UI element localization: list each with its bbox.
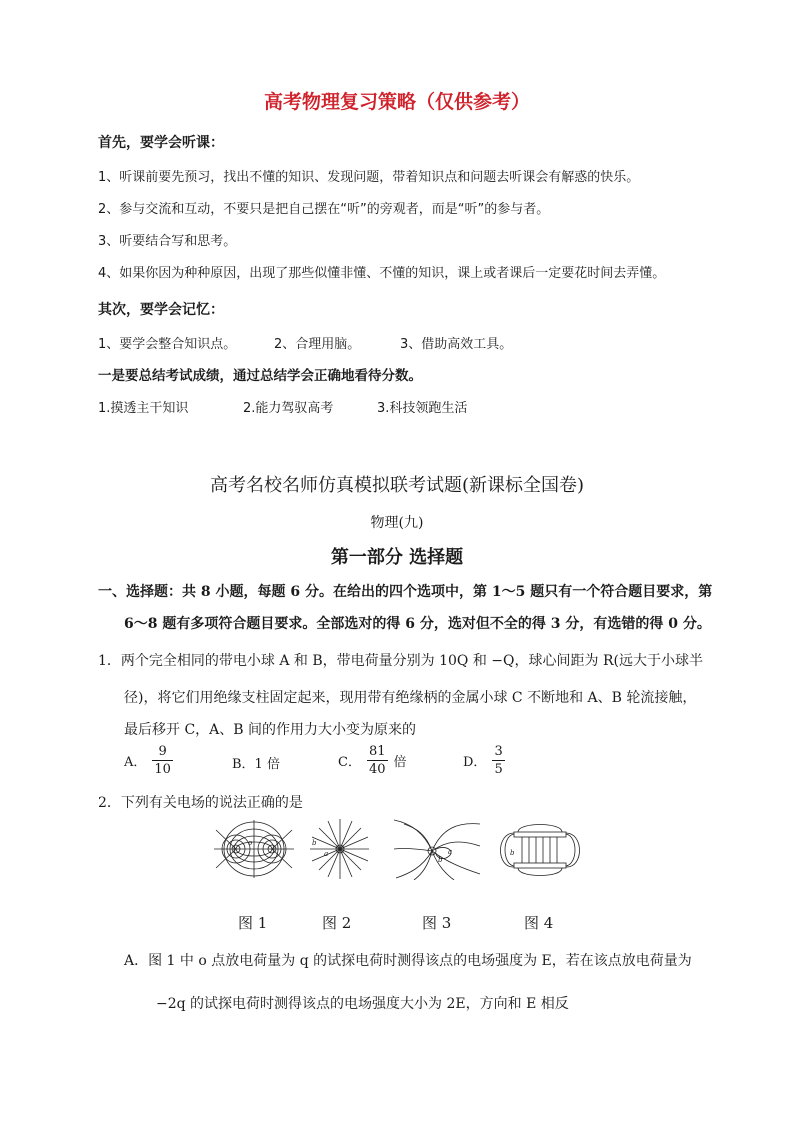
figure-3-charge-near-plane-field [392,818,482,880]
summary-line: 一是要总结考试成绩，通过总结学会正确地看待分数。 [98,368,422,384]
figure-4-label: 图 4 [524,914,554,932]
fig3-point-a: a [448,848,453,856]
figure-3-label: 图 3 [422,914,452,932]
fig3-point-b: b [438,856,443,864]
fig2-point-a: a [324,850,329,858]
fig2-point-b: b [312,839,317,847]
q2-option-a-line-2[interactable]: −2q 的试探电荷时测得该点的电场强度大小为 2E，方向和 E 相反 [156,996,569,1012]
listening-item-2: 2、参与交流和互动，不要只是把自己摆在“听”的旁观者，而是“听”的参与者。 [98,202,550,217]
q2-stem: 2．下列有关电场的说法正确的是 [98,795,303,811]
q1-option-c-fraction [367,743,388,778]
q1-option-a[interactable] [124,743,173,778]
q1-option-b[interactable] [232,753,280,772]
section-heading-memory: 其次，要学会记忆： [98,302,224,318]
q1-option-d-label: D． [463,755,487,770]
q1-option-a-label: A． [124,755,147,770]
fig4-bottom-plate [514,863,566,868]
fig1-point-o: o [248,839,253,847]
q2-option-a-line-1[interactable]: A．图 1 中 o 点放电荷量为 q 的试探电荷时测得该点的电场强度为 E，若在该点放电荷量为 [124,953,692,969]
q1-option-d-fraction [492,743,504,778]
q1-line-2: 径)，将它们用绝缘支柱固定起来，现用带有绝缘柄的金属小球 C 不断地和 A、B 轮流接触， [124,690,697,706]
instructions-line-2: 6～8 题有多项符合题目要求。全部选对的得 6 分，选对但不全的得 3 分，有选错的得 0 分。 [124,616,711,632]
q1-option-b-label: B．1 倍 [232,757,280,772]
figure-2-point-charge-field [306,818,370,880]
memory-item-3: 3、借助高效工具。 [400,337,513,352]
tip-3: 3.科技领跑生活 [377,401,468,416]
q1-option-a-fraction [152,743,173,778]
tip-2: 2.能力驾驭高考 [243,401,334,416]
page-title: 高考物理复习策略（仅供参考） [263,91,530,113]
q1-option-c-label: C． [338,755,361,770]
q1-option-a-numerator: 9 [158,744,167,759]
q1-option-c-suffix: 倍 [393,755,407,770]
fig4-point-a: b [510,849,515,857]
listening-item-4: 4、如果你因为种种原因，出现了那些似懂非懂、不懂的知识，课上或者课后一定要花时间去弄懂。 [98,266,666,281]
tip-1: 1.摸透主干知识 [98,401,189,416]
part-heading: 第一部分 选择题 [330,547,464,568]
q1-line-1: 1．两个完全相同的带电小球 A 和 B，带电荷量分别为 10Q 和 −Q，球心间距为 R(远大于小球半 [98,653,703,669]
listening-item-3: 3、听要结合写和思考。 [98,234,237,249]
figure-2-label: 图 2 [322,914,352,932]
section-heading-listening: 首先，要学会听课： [98,135,224,151]
fig4-top-plate [514,832,566,837]
q1-option-c[interactable] [338,743,407,778]
figure-1-dipole-field [212,818,296,880]
exam-title: 高考名校名师仿真模拟联考试题(新课标全国卷) [209,475,585,496]
q1-option-a-denominator: 10 [154,762,171,777]
q1-line-3: 最后移开 C，A、B 间的作用力大小变为原来的 [124,722,417,738]
memory-item-2: 2、合理用脑。 [274,337,361,352]
figure-4-parallel-plate-field [500,818,580,884]
figure-1-label: 图 1 [238,914,268,932]
q1-option-d-denominator: 5 [494,762,503,777]
q1-option-c-denominator: 40 [368,762,386,777]
q1-option-d[interactable] [463,743,505,778]
q1-option-d-numerator: 3 [494,744,503,759]
listening-item-1: 1、听课前要先预习，找出不懂的知识、发现问题，带着知识点和问题去听课会有解惑的快乐。 [98,170,640,185]
exam-subtitle: 物理(九) [370,515,424,531]
q1-option-c-numerator: 81 [368,744,386,759]
instructions-line-1: 一、选择题：共 8 小题，每题 6 分。在给出的四个选项中，第 1～5 题只有一个符合题目要求，第 [98,584,713,600]
memory-item-1: 1、要学会整合知识点。 [98,337,237,352]
